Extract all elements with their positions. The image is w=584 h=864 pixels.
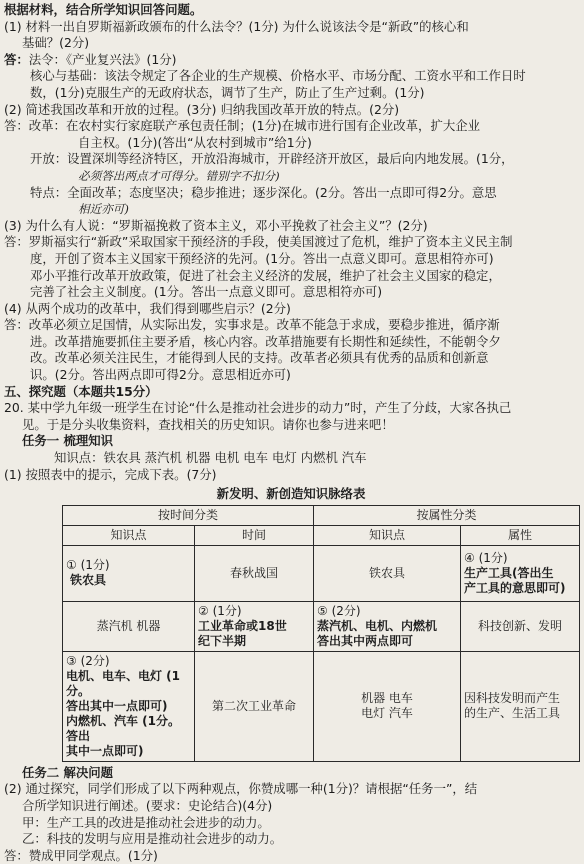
cell-r2-c4: 科技创新、发明 [461, 601, 580, 651]
cell-r2-c3: ⑤ (2分) 蒸汽机、电机、内燃机 答出其中两点即可 [314, 601, 461, 651]
cell-r2-c2: ② (1分) 工业革命或18世 纪下半期 [195, 601, 314, 651]
sub-question-2b: 合所学知识进行阐述。(要求：史论结合)(4分) [22, 798, 273, 813]
section-header: 根据材料，结合所学知识回答问题。 [4, 2, 203, 17]
final-answer: 答：赞成甲同学观点。(1分) [4, 847, 158, 863]
q20-line2: 见。于是分头收集资料，查找相关的历史知识。请你也参与进来吧！ [22, 416, 394, 432]
cell-r2-c1: 蒸汽机 机器 [63, 601, 195, 651]
view-yi: 乙：科技的发明与应用是推动社会进步的动力。 [22, 831, 283, 847]
cell-r1-c2: 春秋战国 [195, 545, 314, 601]
sub-question-1: (1) 按照表中的提示，完成下表。(7分) [4, 466, 217, 482]
cell-r3-c2: 第二次工业革命 [195, 651, 314, 761]
cell-r3-c4: 因科技发明而产生 的生产、生活工具 [461, 651, 580, 761]
table-row [63, 545, 580, 601]
table-title: 新发明、新创造知识脉络表 [216, 486, 366, 502]
q1-answer3: 数，(1分)克服生产的无政府状态，调节了生产，防止了生产过剩。(1分) [30, 84, 425, 100]
q4-answer3: 改。改革必须关注民生，才能得到人民的支持。改革者必须具有优秀的品质和创新意 [30, 350, 489, 366]
knowledge-table [62, 505, 580, 762]
q2-answer3: 开放：设置深圳等经济特区，开放沿海城市，开辟经济开放区，最后向内地发展。(1分， [30, 151, 514, 167]
cell-r1-c1: ① (1分) 铁农具 [63, 545, 195, 601]
answer-label: 答： [4, 51, 29, 67]
group-time-header: 按时间分类 [63, 505, 314, 525]
q4-answer4: 识。(2分。答出两点即可得2分。意思相近亦可) [30, 367, 291, 383]
q4-line1: (4) 从两个成功的改革中，我们得到哪些启示？(2分) [4, 300, 291, 316]
q2-answer6: 相近亦可) [78, 202, 129, 217]
cell-r1-c4: ④ (1分) 生产工具(答出生 产工具的意思即可) [461, 545, 580, 601]
q3-answer3: 邓小平推行改革开放政策，促进了社会主义经济的发展，维护了社会主义国家的稳定， [30, 267, 501, 283]
q2-answer1: 答：改革：在农村实行家庭联产承包责任制；(1分)在城市进行国有企业改革，扩大企业 [4, 118, 481, 134]
col-point: 知识点 [63, 525, 195, 545]
q3-answer4: 完善了社会主义制度。(1分。答出一点意义即可。意思相符亦可) [30, 284, 383, 300]
q3-answer1: 答：罗斯福实行“新政”采取国家干预经济的手段，使美国渡过了危机，维护了资本主义民主制 [4, 234, 513, 250]
q4-answer1: 答：改革必须立足国情，从实际出发，实事求是。改革不能急于求成，要稳步推进，循序渐 [4, 317, 500, 333]
q3-line1: (3) 为什么有人说：“罗斯福挽救了资本主义，邓小平挽救了社会主义”？(2分) [4, 217, 428, 233]
col-time: 时间 [195, 525, 314, 545]
q20-line1: 20. 某中学九年级一班学生在讨论“什么是推动社会进步的动力”时，产生了分歧，大家各执己 [4, 400, 512, 416]
q3-answer2: 度，开创了资本主义国家干预经济的先河。(1分。答出一点意义即可。意思相符亦可) [30, 250, 494, 266]
knowledge-points: 知识点：铁农具 蒸汽机 机器 电机 电车 电灯 内燃机 汽车 [54, 450, 367, 466]
cell-r3-c1: ③ (2分) 电机、电车、电灯 (1分。 答出其中一点即可) 内燃机、汽车 (1分。答出 其中一点即可) [63, 651, 195, 761]
q2-answer5: 特点：全面改革；态度坚决；稳步推进；逐步深化。(2分。答出一点即可得2分。意思 [30, 184, 497, 200]
q4-answer2: 进。改革措施要抓住主要矛盾，核心内容。改革措施要有长期性和延续性，不能朝令夕 [30, 333, 501, 349]
q1-answer2: 核心与基础：该法令规定了各企业的生产规模、价格水平、市场分配、工资水平和工作日时 [30, 68, 526, 84]
cell-r3-c3: 机器 电车 电灯 汽车 [314, 651, 461, 761]
task2-title: 任务二 解决问题 [22, 764, 114, 780]
task1-title: 任务一 梳理知识 [22, 433, 114, 449]
section5-title: 五、探究题（本题共15分） [4, 383, 158, 399]
cell-r1-c3: 铁农具 [314, 545, 461, 601]
q1-line1: (1) 材料一出自罗斯福新政颁布的什么法令？(1分) 为什么说该法令是“新政”的核心和 [4, 18, 469, 34]
col-attr: 属性 [461, 525, 580, 545]
table-row [63, 601, 580, 651]
q2-line1: (2) 简述我国改革和开放的过程。(3分) 归纳我国改革开放的特点。(2分) [4, 101, 400, 117]
q2-answer4: 必须答出两点才可得分。错别字不扣分) [78, 168, 280, 183]
sub-question-2a: (2) 通过探究，同学们形成了以下两种观点，你赞成哪一种(1分)？请根据“任务一”，结 [4, 781, 478, 797]
col-point2: 知识点 [314, 525, 461, 545]
q1-line2: 基础？(2分) [22, 35, 90, 51]
q1-answer1: 法令：《产业复兴法》(1分) [28, 51, 177, 67]
group-attr-header: 按属性分类 [314, 505, 580, 525]
view-jia: 甲：生产工具的改进是推动社会进步的动力。 [22, 814, 270, 830]
table-row [63, 651, 580, 761]
q2-answer2: 自主权。(1分)(答出“从农村到城市”给1分) [78, 134, 312, 150]
